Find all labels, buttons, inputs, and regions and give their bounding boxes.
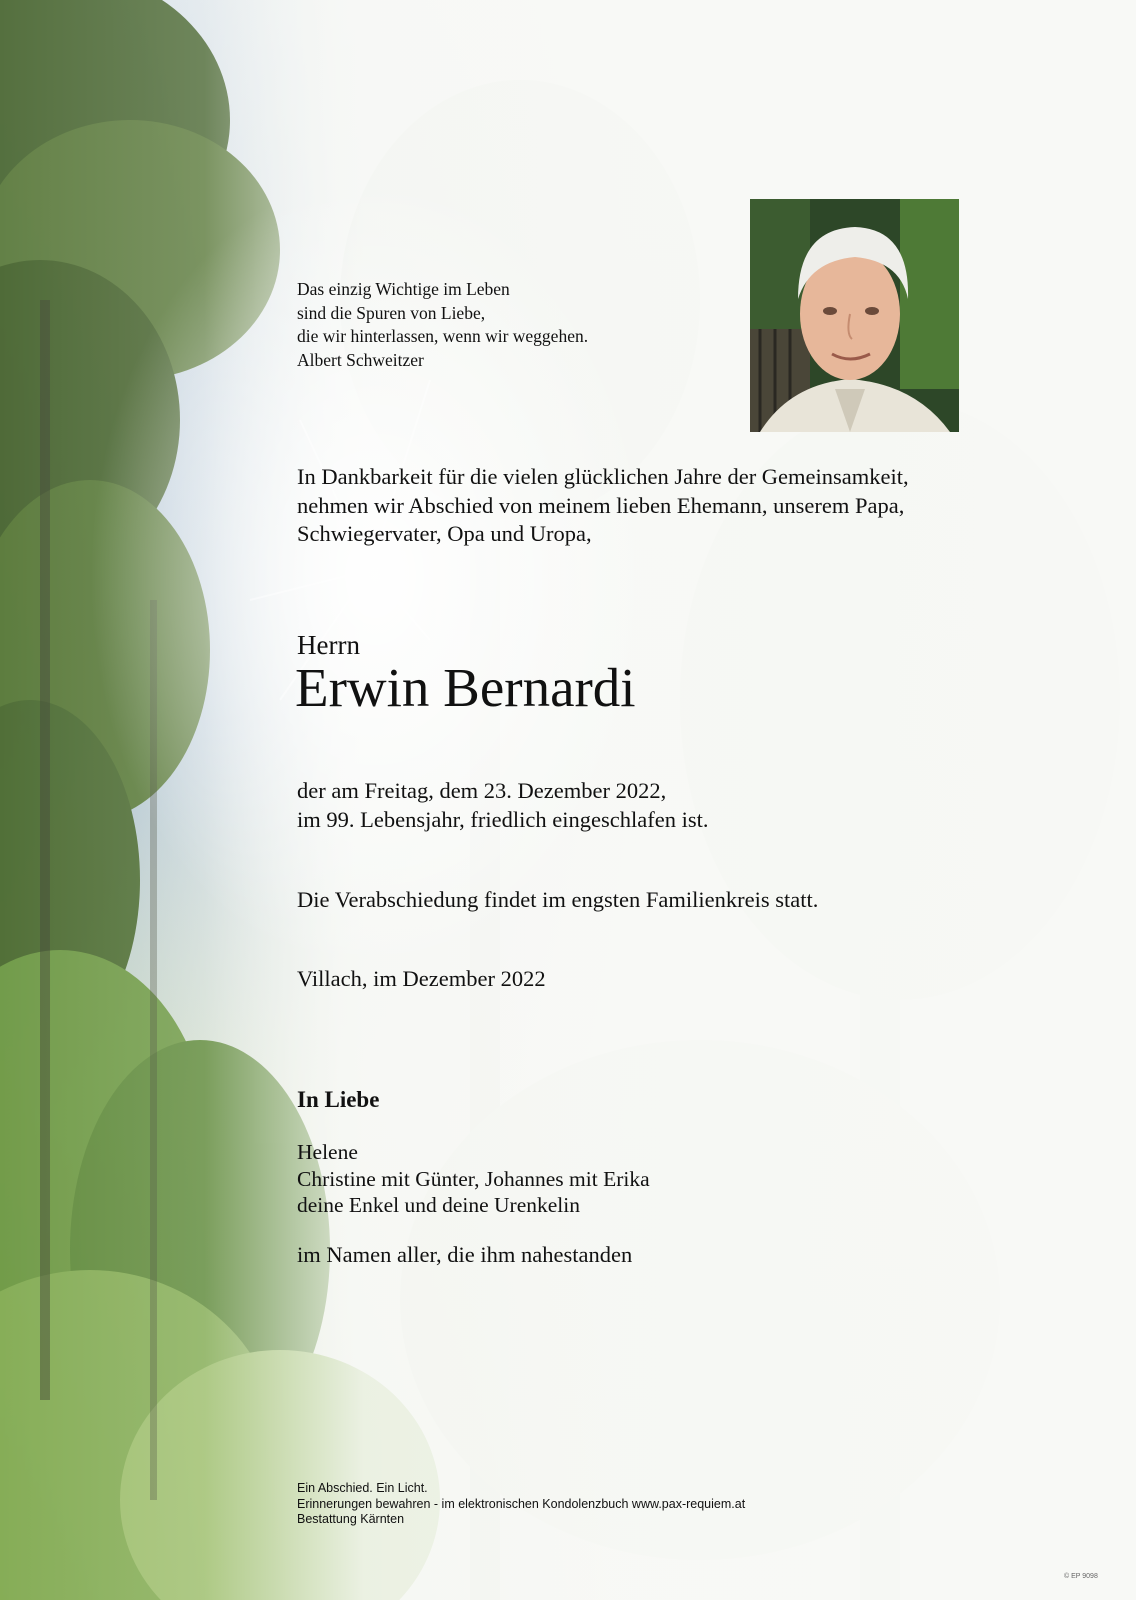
mourners-heading: In Liebe	[297, 1087, 380, 1112]
death-line: im 99. Lebensjahr, friedlich eingeschlafen ist.	[297, 806, 709, 832]
quote-line: sind die Spuren von Liebe,	[297, 302, 486, 323]
intro-line: nehmen wir Abschied von meinem lieben Ehemann, unserem Papa,	[297, 492, 905, 518]
footer-line: Ein Abschied. Ein Licht.	[297, 1481, 428, 1495]
intro-text	[297, 463, 909, 549]
quote-block	[297, 278, 588, 372]
footer	[297, 1481, 745, 1528]
portrait-photo	[750, 199, 959, 432]
mourners-list	[297, 1139, 650, 1219]
mourners-closing: im Namen aller, die ihm nahestanden	[297, 1242, 633, 1267]
footer-line: Erinnerungen bewahren - im elektronischen Kondolenzbuch www.pax-requiem.at	[297, 1496, 746, 1511]
quote-author: Albert Schweitzer	[297, 349, 424, 370]
death-notice	[297, 777, 708, 834]
death-line: der am Freitag, dem 23. Dezember 2022,	[297, 778, 667, 803]
footer-line: Bestattung Kärnten	[297, 1512, 405, 1526]
quote-line: die wir hinterlassen, wenn wir weggehen.	[297, 326, 589, 346]
intro-line: Schwiegervater, Opa und Uropa,	[297, 521, 592, 546]
mourner-line: deine Enkel und deine Urenkelin	[297, 1193, 580, 1217]
deceased-salutation: Herrn	[297, 630, 360, 660]
ceremony-notice: Die Verabschiedung findet im engsten Familienkreis statt.	[297, 887, 819, 912]
mourner-line: Christine mit Günter, Johannes mit Erika	[297, 1166, 650, 1191]
quote-line: Das einzig Wichtige im Leben	[297, 279, 510, 299]
copyright-mark: © EP 9098	[1064, 1573, 1098, 1580]
mourner-line: Helene	[297, 1140, 358, 1164]
deceased-name: Erwin Bernardi	[295, 657, 636, 718]
intro-line: In Dankbarkeit für die vielen glücklichen Jahre der Gemeinsamkeit,	[297, 464, 909, 489]
place-date: Villach, im Dezember 2022	[297, 966, 546, 991]
